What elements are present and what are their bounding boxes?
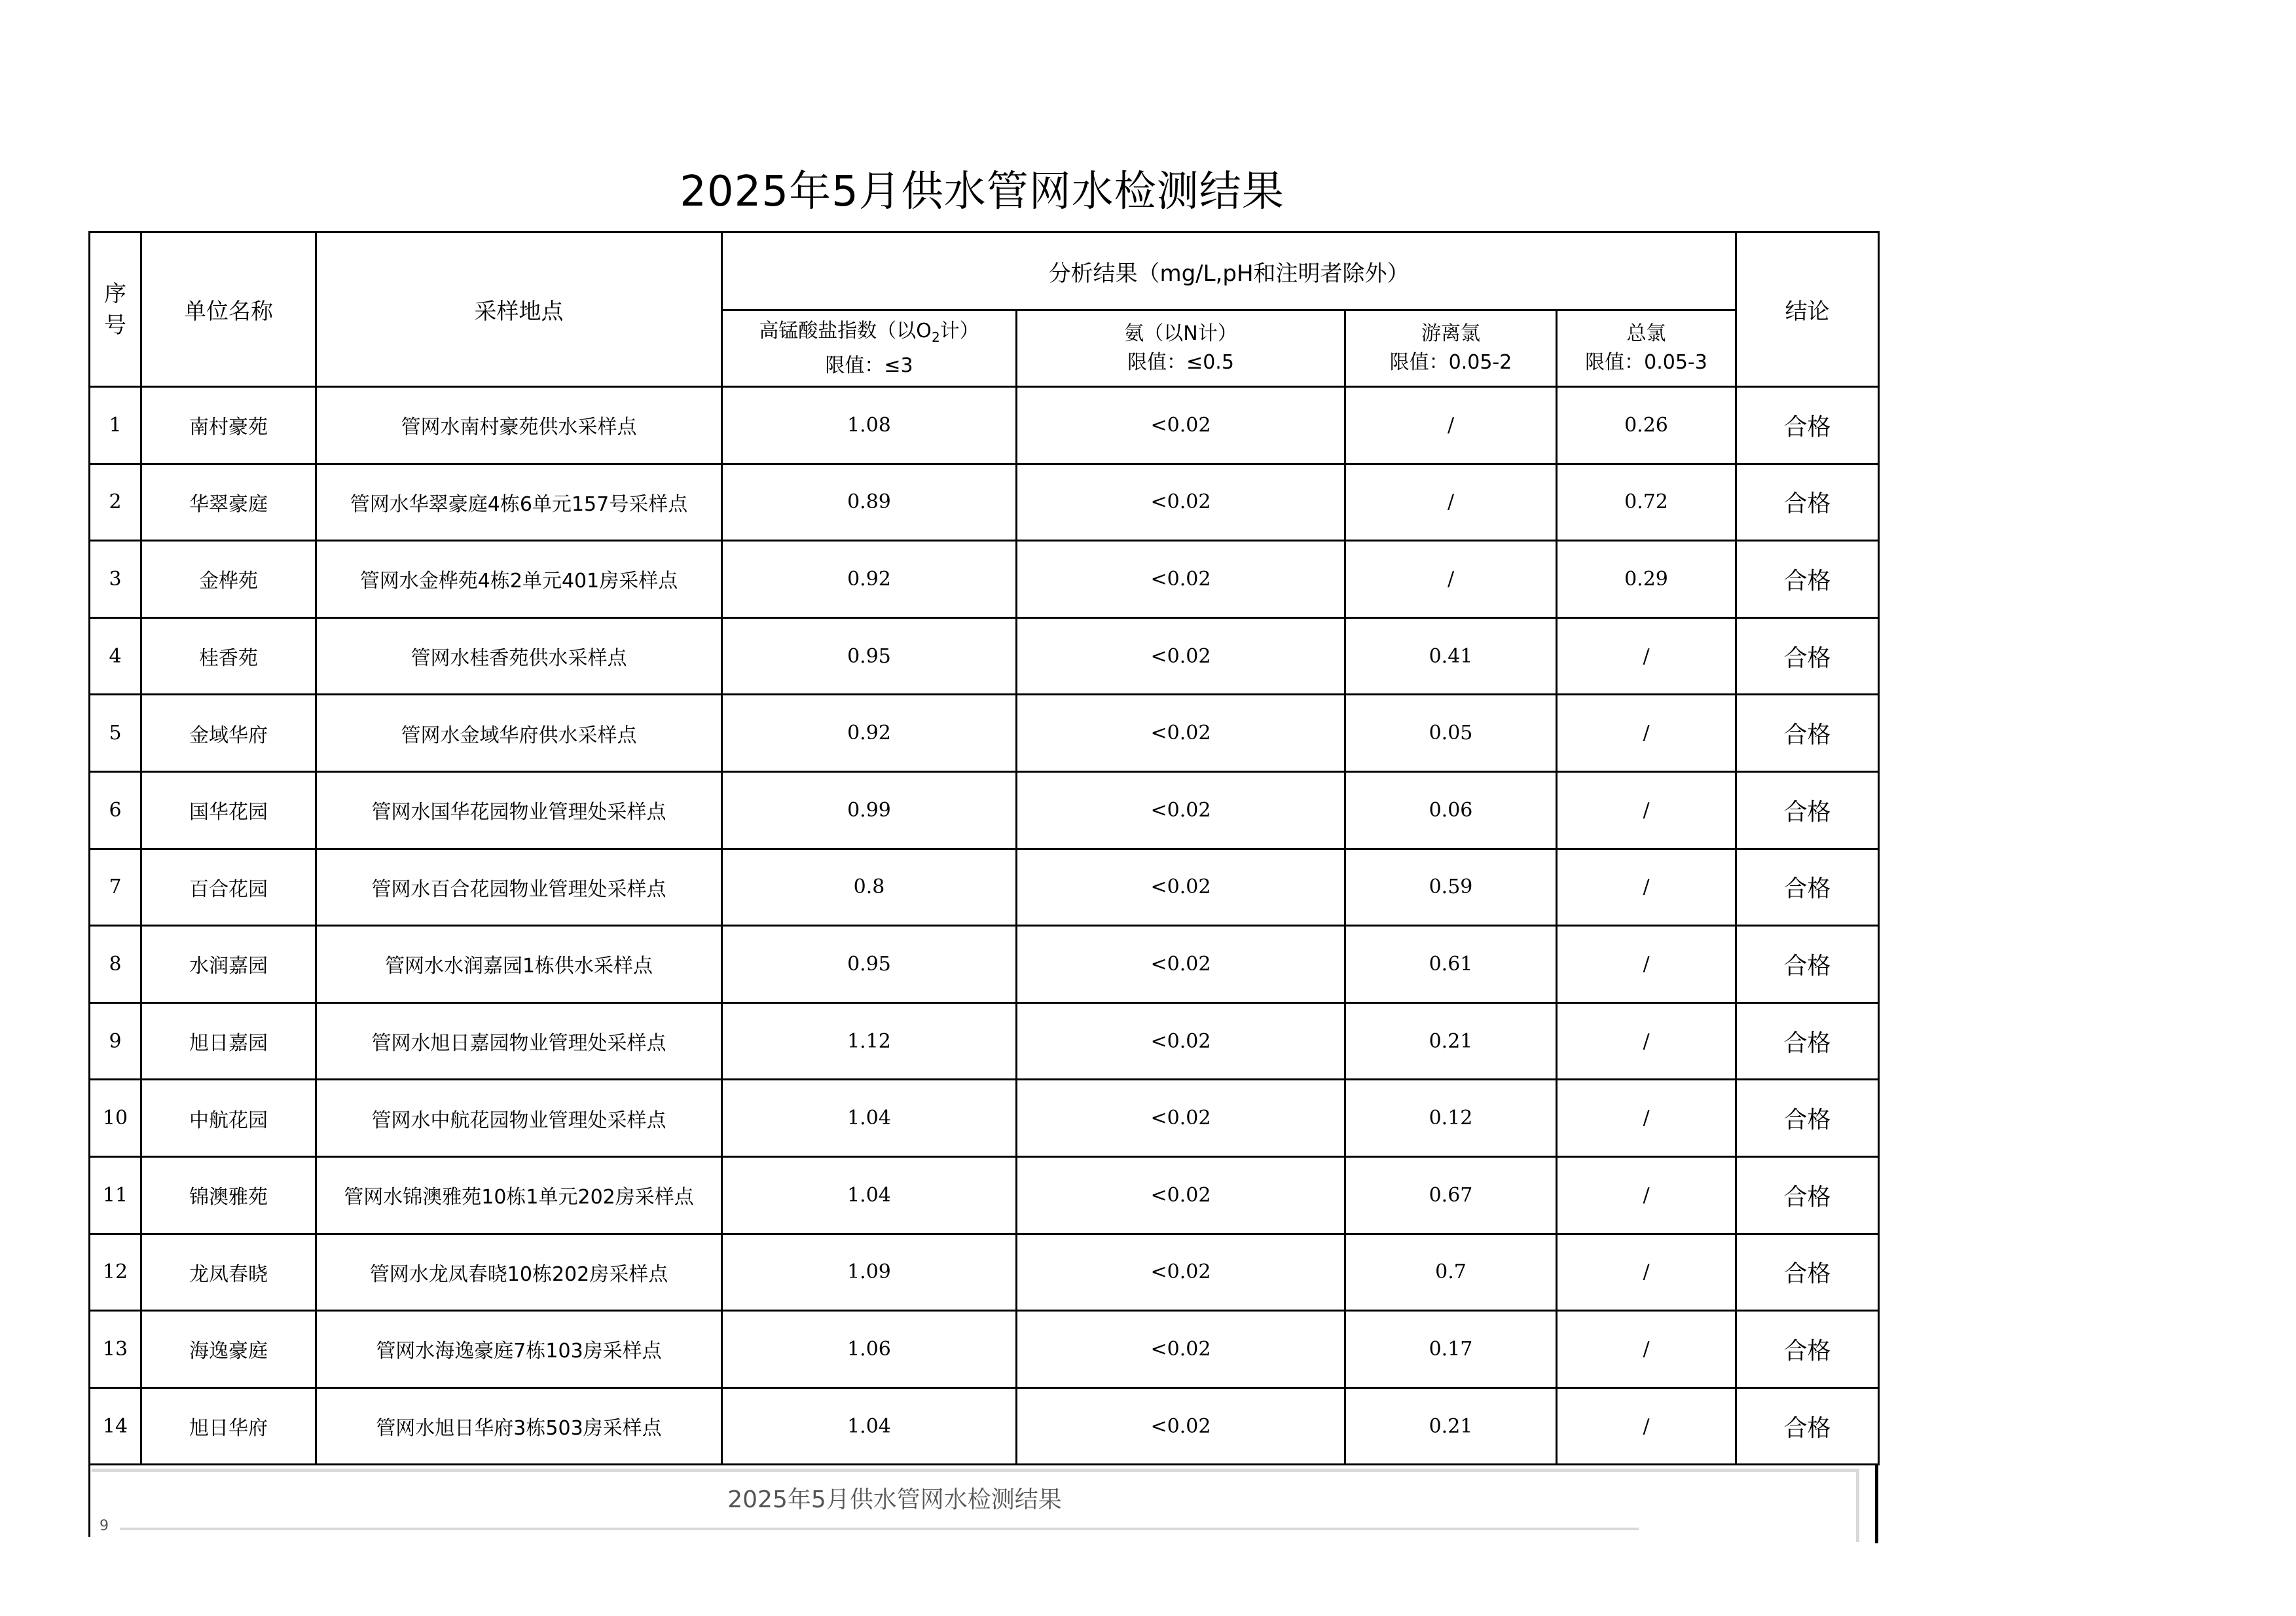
cell-free-chlorine: / xyxy=(1345,541,1557,618)
cell-permanganate: 1.04 xyxy=(722,1080,1017,1157)
table-row xyxy=(90,695,1879,772)
cell-permanganate: 1.08 xyxy=(722,387,1017,464)
table-row xyxy=(90,1156,1879,1234)
cell-seq: 3 xyxy=(90,541,141,618)
header-total-chlorine xyxy=(1557,310,1736,387)
cell-unit-name: 龙凤春晓 xyxy=(141,1234,316,1311)
table-row xyxy=(90,1080,1879,1157)
cell-unit-name: 海逸豪庭 xyxy=(141,1311,316,1388)
cell-conclusion: 合格 xyxy=(1736,1156,1879,1234)
cell-conclusion: 合格 xyxy=(1736,464,1879,541)
cell-free-chlorine: 0.06 xyxy=(1345,771,1557,849)
cell-seq: 8 xyxy=(90,926,141,1003)
cell-ammonia: <0.02 xyxy=(1017,1002,1345,1080)
cell-permanganate: 0.95 xyxy=(722,617,1017,695)
cell-unit-name: 中航花园 xyxy=(141,1080,316,1157)
cell-ammonia: <0.02 xyxy=(1017,849,1345,926)
header-ammonia-name: 氨（以N计） xyxy=(1124,322,1237,345)
cell-unit-name: 旭日嘉园 xyxy=(141,1002,316,1080)
table-row xyxy=(90,849,1879,926)
cell-total-chlorine: / xyxy=(1557,1002,1736,1080)
cell-permanganate: 0.8 xyxy=(722,849,1017,926)
cell-seq: 1 xyxy=(90,387,141,464)
cell-seq: 7 xyxy=(90,849,141,926)
cell-unit-name: 金桦苑 xyxy=(141,541,316,618)
cell-ammonia: <0.02 xyxy=(1017,617,1345,695)
cell-permanganate: 1.04 xyxy=(722,1156,1017,1234)
cell-permanganate: 0.95 xyxy=(722,926,1017,1003)
cell-total-chlorine: / xyxy=(1557,1311,1736,1388)
cell-ammonia: <0.02 xyxy=(1017,1387,1345,1465)
cell-seq: 9 xyxy=(90,1002,141,1080)
cell-sample-site: 管网水水润嘉园1栋供水采样点 xyxy=(316,926,722,1003)
header-seq xyxy=(90,232,141,387)
cell-total-chlorine: / xyxy=(1557,771,1736,849)
cell-free-chlorine: 0.17 xyxy=(1345,1311,1557,1388)
table-row xyxy=(90,926,1879,1003)
cell-free-chlorine: 0.12 xyxy=(1345,1080,1557,1157)
cell-sample-site: 管网水锦澳雅苑10栋1单元202房采样点 xyxy=(316,1156,722,1234)
cell-conclusion: 合格 xyxy=(1736,1080,1879,1157)
cell-conclusion: 合格 xyxy=(1736,387,1879,464)
subscript-2: 2 xyxy=(931,329,940,345)
header-free-chlorine-limit: 限值：0.05-2 xyxy=(1389,351,1512,374)
cell-sample-site: 管网水海逸豪庭7栋103房采样点 xyxy=(316,1311,722,1388)
cell-permanganate: 0.92 xyxy=(722,695,1017,772)
cell-total-chlorine: / xyxy=(1557,1387,1736,1465)
cell-total-chlorine: 0.29 xyxy=(1557,541,1736,618)
header-total-chlorine-limit: 限值：0.05-3 xyxy=(1585,351,1707,374)
cell-free-chlorine: 0.59 xyxy=(1345,849,1557,926)
header-ammonia xyxy=(1017,310,1345,387)
cell-seq: 10 xyxy=(90,1080,141,1157)
cell-permanganate: 1.09 xyxy=(722,1234,1017,1311)
table-row xyxy=(90,541,1879,618)
cell-sample-site: 管网水龙凤春晓10栋202房采样点 xyxy=(316,1234,722,1311)
cell-total-chlorine: / xyxy=(1557,617,1736,695)
cell-unit-name: 桂香苑 xyxy=(141,617,316,695)
cell-sample-site: 管网水桂香苑供水采样点 xyxy=(316,617,722,695)
header-unit-name: 单位名称 xyxy=(141,232,316,387)
footer-title: 2025年5月供水管网水检测结果 xyxy=(727,1486,1062,1513)
cell-unit-name: 国华花园 xyxy=(141,771,316,849)
cell-ammonia: <0.02 xyxy=(1017,771,1345,849)
cell-free-chlorine: / xyxy=(1345,464,1557,541)
cell-conclusion: 合格 xyxy=(1736,1234,1879,1311)
cell-free-chlorine: 0.05 xyxy=(1345,695,1557,772)
cell-free-chlorine: 0.41 xyxy=(1345,617,1557,695)
cell-conclusion: 合格 xyxy=(1736,617,1879,695)
cell-conclusion: 合格 xyxy=(1736,541,1879,618)
header-permanganate-limit: 限值：≤3 xyxy=(825,354,913,377)
cell-ammonia: <0.02 xyxy=(1017,1156,1345,1234)
header-seq-line1: 序 xyxy=(104,280,126,307)
cell-permanganate: 1.06 xyxy=(722,1311,1017,1388)
header-analysis-group: 分析结果（mg/L,pH和注明者除外） xyxy=(722,232,1736,310)
cell-seq: 4 xyxy=(90,617,141,695)
header-permanganate xyxy=(722,310,1017,387)
cell-sample-site: 管网水旭日华府3栋503房采样点 xyxy=(316,1387,722,1465)
cell-seq: 13 xyxy=(90,1311,141,1388)
cell-unit-name: 华翠豪庭 xyxy=(141,464,316,541)
cell-unit-name: 金域华府 xyxy=(141,695,316,772)
footer-divider xyxy=(120,1528,1639,1530)
cell-seq: 2 xyxy=(90,464,141,541)
cell-free-chlorine: 0.21 xyxy=(1345,1002,1557,1080)
header-sample-site: 采样地点 xyxy=(316,232,722,387)
cell-total-chlorine: / xyxy=(1557,1080,1736,1157)
header-permanganate-name: 高锰酸盐指数（以O xyxy=(759,319,932,342)
cell-sample-site: 管网水南村豪苑供水采样点 xyxy=(316,387,722,464)
cell-seq: 14 xyxy=(90,1387,141,1465)
table-row xyxy=(90,387,1879,464)
cell-sample-site: 管网水百合花园物业管理处采样点 xyxy=(316,849,722,926)
cell-total-chlorine: / xyxy=(1557,695,1736,772)
cell-sample-site: 管网水中航花园物业管理处采样点 xyxy=(316,1080,722,1157)
table-row xyxy=(90,1002,1879,1080)
cell-conclusion: 合格 xyxy=(1736,1311,1879,1388)
cell-sample-site: 管网水金桦苑4栋2单元401房采样点 xyxy=(316,541,722,618)
header-free-chlorine-name: 游离氯 xyxy=(1421,322,1480,345)
cell-permanganate: 0.89 xyxy=(722,464,1017,541)
cell-conclusion: 合格 xyxy=(1736,1002,1879,1080)
table-row xyxy=(90,617,1879,695)
cell-conclusion: 合格 xyxy=(1736,771,1879,849)
cell-unit-name: 南村豪苑 xyxy=(141,387,316,464)
cell-permanganate: 1.12 xyxy=(722,1002,1017,1080)
header-ammonia-limit: 限值：≤0.5 xyxy=(1127,351,1234,374)
cell-ammonia: <0.02 xyxy=(1017,926,1345,1003)
table-row xyxy=(90,1311,1879,1388)
cell-permanganate: 0.92 xyxy=(722,541,1017,618)
header-free-chlorine xyxy=(1345,310,1557,387)
cell-ammonia: <0.02 xyxy=(1017,1234,1345,1311)
cell-conclusion: 合格 xyxy=(1736,926,1879,1003)
cell-total-chlorine: / xyxy=(1557,1234,1736,1311)
header-total-chlorine-name: 总氯 xyxy=(1626,322,1666,345)
cell-free-chlorine: 0.61 xyxy=(1345,926,1557,1003)
cell-sample-site: 管网水国华花园物业管理处采样点 xyxy=(316,771,722,849)
cell-free-chlorine: 0.67 xyxy=(1345,1156,1557,1234)
table-row xyxy=(90,771,1879,849)
table-row xyxy=(90,1387,1879,1465)
table-row xyxy=(90,1234,1879,1311)
cell-permanganate: 0.99 xyxy=(722,771,1017,849)
header-conclusion: 结论 xyxy=(1736,232,1879,387)
cell-ammonia: <0.02 xyxy=(1017,1080,1345,1157)
cell-seq: 6 xyxy=(90,771,141,849)
cell-total-chlorine: / xyxy=(1557,1156,1736,1234)
cell-total-chlorine: 0.26 xyxy=(1557,387,1736,464)
cell-free-chlorine: / xyxy=(1345,387,1557,464)
cell-total-chlorine: / xyxy=(1557,849,1736,926)
cell-ammonia: <0.02 xyxy=(1017,1311,1345,1388)
cell-sample-site: 管网水金域华府供水采样点 xyxy=(316,695,722,772)
header-permanganate-suffix: 计） xyxy=(939,319,979,342)
cell-ammonia: <0.02 xyxy=(1017,387,1345,464)
document-title: 2025年5月供水管网水检测结果 xyxy=(680,168,1285,216)
cell-sample-site: 管网水旭日嘉园物业管理处采样点 xyxy=(316,1002,722,1080)
cell-seq: 11 xyxy=(90,1156,141,1234)
cell-seq: 12 xyxy=(90,1234,141,1311)
table-row xyxy=(90,464,1879,541)
cell-sample-site: 管网水华翠豪庭4栋6单元157号采样点 xyxy=(316,464,722,541)
cell-ammonia: <0.02 xyxy=(1017,541,1345,618)
cell-unit-name: 百合花园 xyxy=(141,849,316,926)
table-right-border-stub xyxy=(1875,1465,1878,1543)
cell-free-chlorine: 0.7 xyxy=(1345,1234,1557,1311)
cell-conclusion: 合格 xyxy=(1736,1387,1879,1465)
cell-seq: 5 xyxy=(90,695,141,772)
cell-conclusion: 合格 xyxy=(1736,695,1879,772)
cell-unit-name: 水润嘉园 xyxy=(141,926,316,1003)
page-number: 9 xyxy=(100,1518,109,1534)
cell-free-chlorine: 0.21 xyxy=(1345,1387,1557,1465)
header-seq-line2: 号 xyxy=(104,312,126,339)
table-body xyxy=(90,387,1879,1465)
cell-total-chlorine: / xyxy=(1557,926,1736,1003)
cell-unit-name: 旭日华府 xyxy=(141,1387,316,1465)
cell-permanganate: 1.04 xyxy=(722,1387,1017,1465)
water-quality-table xyxy=(88,231,1880,1465)
cell-ammonia: <0.02 xyxy=(1017,464,1345,541)
cell-ammonia: <0.02 xyxy=(1017,695,1345,772)
cell-conclusion: 合格 xyxy=(1736,849,1879,926)
cell-total-chlorine: 0.72 xyxy=(1557,464,1736,541)
cell-unit-name: 锦澳雅苑 xyxy=(141,1156,316,1234)
